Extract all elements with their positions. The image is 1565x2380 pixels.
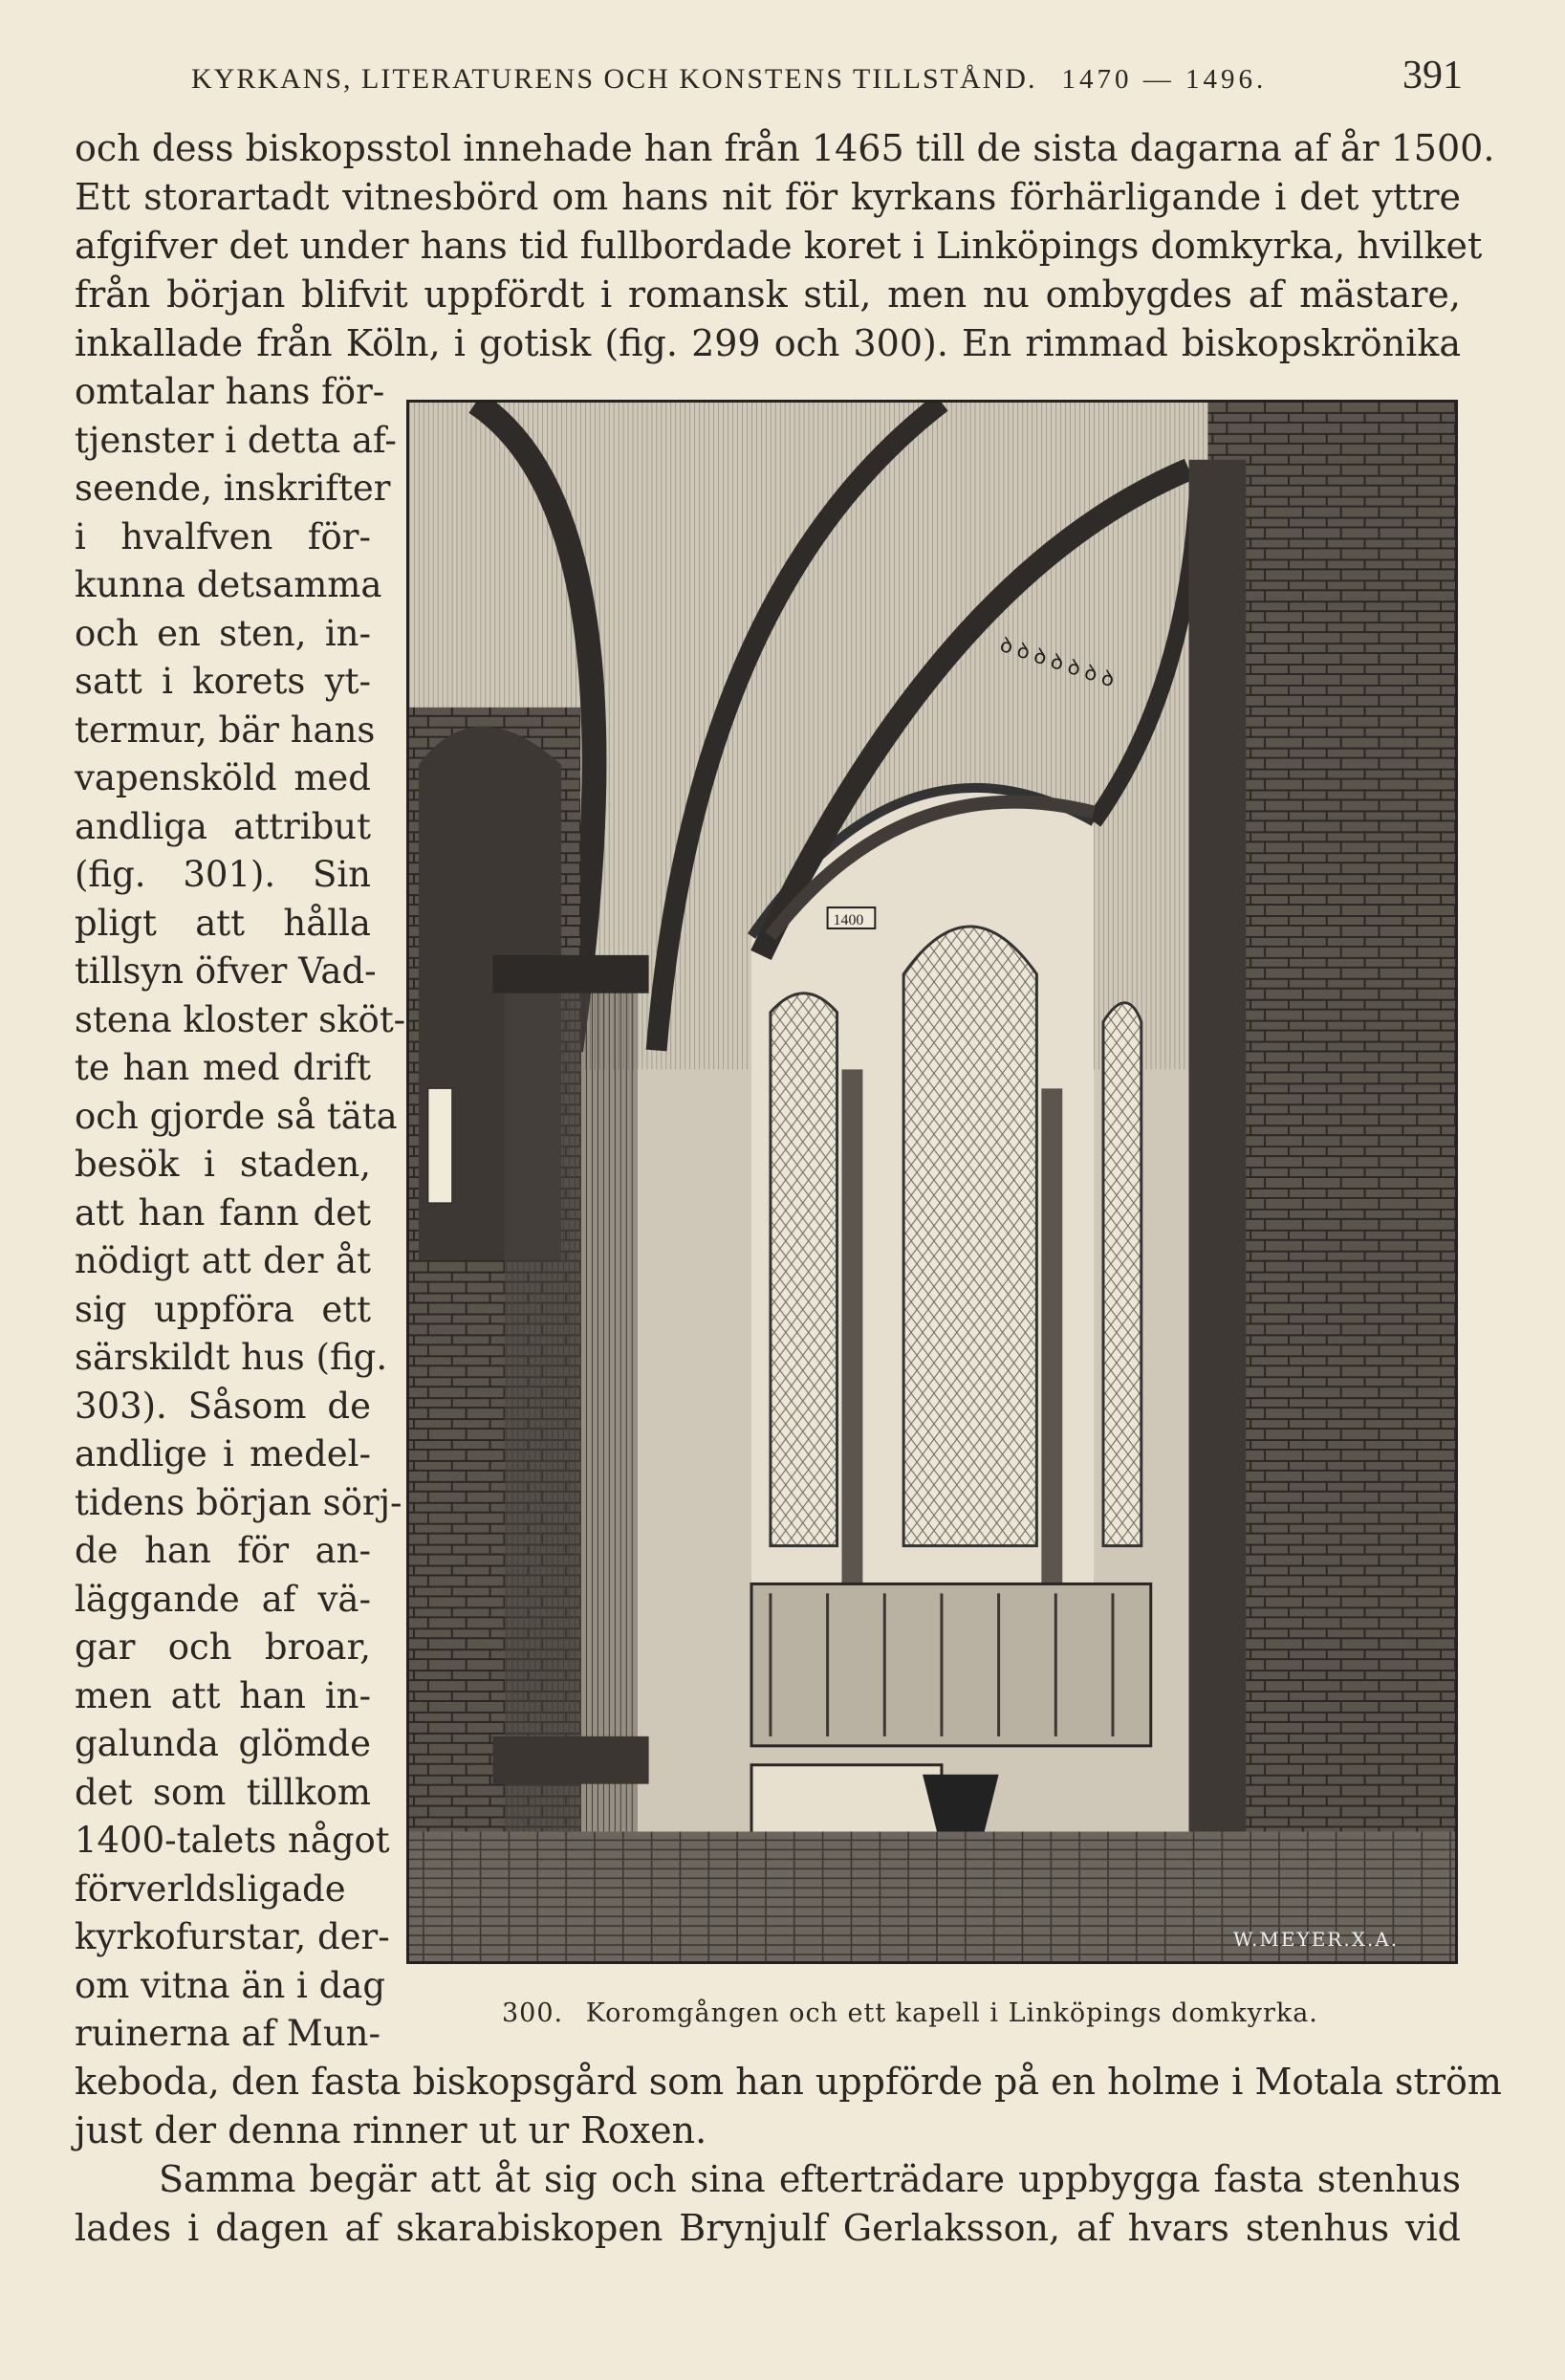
column-text-line: det som tillkom bbox=[75, 1771, 371, 1813]
column-text-line: sig uppföra ett bbox=[75, 1288, 371, 1330]
text-line: afgifver det under hans tid fullbordade koret i Linköpings domkyrka, hvilket bbox=[75, 225, 1483, 267]
page-number: 391 bbox=[1402, 54, 1463, 98]
text-line: och dess biskopsstol innehade han från 1465 till de sista dagarna af år 1500. bbox=[75, 127, 1495, 169]
text-line: keboda, den fasta biskopsgård som han uppförde på en holme i Motala ström bbox=[75, 2061, 1502, 2103]
column-text-line: kunna detsamma bbox=[75, 564, 382, 605]
figure-caption-text: Koromgången och ett kapell i Linköpings domkyrka. bbox=[585, 1998, 1318, 2028]
text-line: från början blifvit uppfördt i romansk stil, men nu ombygdes af mästare, bbox=[75, 273, 1461, 316]
vault-plaque-text: 1400 bbox=[833, 911, 864, 928]
cathedral-engraving bbox=[409, 403, 1455, 1961]
column-text-line: de han för an- bbox=[75, 1530, 371, 1571]
column-text-line: särskildt hus (fig. bbox=[75, 1337, 388, 1378]
figure-caption bbox=[502, 1998, 1458, 2028]
figure-number: 300. bbox=[502, 1998, 564, 2028]
column-text-line: galunda glömde bbox=[75, 1723, 371, 1764]
column-text-line: och en sten, in- bbox=[75, 612, 371, 654]
column-text-line: och gjorde så täta bbox=[75, 1095, 398, 1137]
column-text-line: andliga attribut bbox=[75, 805, 371, 847]
column-text-line: tjenster i detta af- bbox=[75, 419, 397, 461]
column-text-line: gar och broar, bbox=[75, 1627, 371, 1668]
running-title: KYRKANS, LITERATURENS OCH KONSTENS TILLSTÅND. bbox=[191, 63, 1037, 95]
column-text-line: att han fann det bbox=[75, 1191, 371, 1234]
column-text-line: tillsyn öfver Vad- bbox=[75, 950, 377, 992]
column-text-line: ruinerna af Mun- bbox=[75, 2013, 380, 2054]
figure-engraving bbox=[406, 400, 1458, 1964]
text-line: just der denna rinner ut ur Roxen. bbox=[75, 2109, 707, 2151]
column-text-line: i hvalfven för- bbox=[75, 515, 371, 557]
column-text-line: 303). Såsom de bbox=[75, 1385, 371, 1427]
column-text-line: om vitna än i dag bbox=[75, 1964, 386, 2006]
text-line: Ett storartadt vitnesbörd om hans nit för kyrkans förhärligande i det yttre bbox=[75, 176, 1461, 218]
svg-text:ꝺ ꝺ ꝺ ꝺ ꝺ ꝺ ꝺ: ꝺ ꝺ ꝺ ꝺ ꝺ ꝺ ꝺ bbox=[997, 632, 1119, 692]
column-text-line: andlige i medel- bbox=[75, 1433, 371, 1474]
column-text-line: (fig. 301). Sin bbox=[75, 854, 371, 895]
column-text-line: förverldsligade bbox=[75, 1867, 346, 1910]
side-column-text bbox=[75, 368, 406, 2059]
engraver-signature: W.MEYER.X.A. bbox=[1233, 1928, 1400, 1951]
running-years: 1470 — 1496. bbox=[1061, 64, 1268, 95]
column-text-line: stena kloster sköt- bbox=[75, 998, 406, 1040]
column-text-line: te han med drift bbox=[75, 1047, 371, 1088]
column-text-line: men att han in- bbox=[75, 1674, 371, 1716]
column-text-line: tidens början sörj- bbox=[75, 1481, 402, 1523]
column-text-line: omtalar hans för- bbox=[75, 371, 385, 412]
column-text-line: seende, inskrifter bbox=[75, 468, 391, 509]
column-text-line: kyrkofurstar, der- bbox=[75, 1916, 390, 1957]
column-text-line: besök i staden, bbox=[75, 1144, 371, 1185]
column-text-line: läggande af vä- bbox=[75, 1578, 371, 1620]
column-text-line: termur, bär hans bbox=[75, 709, 376, 751]
text-line: lades i dagen af skarabiskopen Brynjulf Gerlaksson, af hvars stenhus vid bbox=[75, 2207, 1461, 2249]
column-text-line: pligt att hålla bbox=[75, 902, 371, 944]
column-text-line: vapensköld med bbox=[75, 757, 371, 798]
column-text-line: satt i korets yt- bbox=[75, 661, 371, 702]
column-text-line: nödigt att der åt bbox=[75, 1240, 371, 1281]
column-text-line: 1400-talets något bbox=[75, 1820, 390, 1861]
running-header bbox=[191, 53, 1463, 110]
text-line: Samma begär att åt sig och sina efterträdare uppbygga fasta stenhus bbox=[159, 2158, 1461, 2200]
text-line: inkallade från Köln, i gotisk (fig. 299 och 300). En rimmad biskopskrönika bbox=[75, 322, 1461, 364]
